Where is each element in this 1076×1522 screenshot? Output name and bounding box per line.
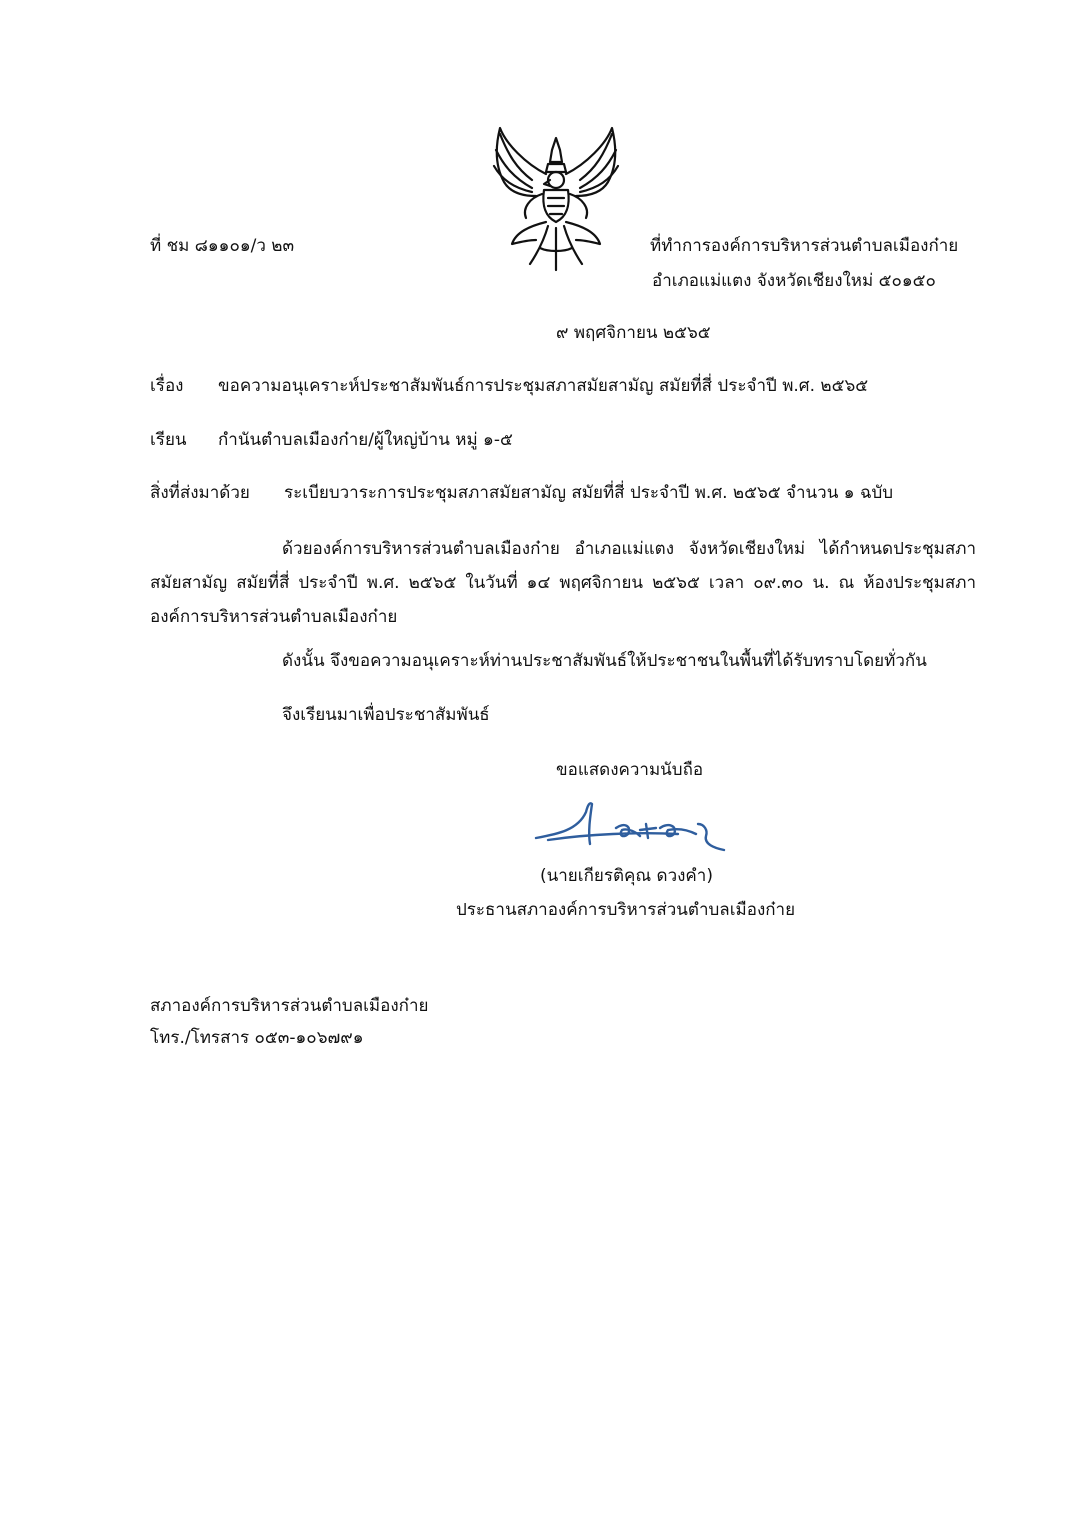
recipient-text: กำนันตำบลเมืองก๋าย/ผู้ใหญ่บ้าน หมู่ ๑-๕ xyxy=(218,430,513,450)
subject-label: เรื่อง xyxy=(150,376,184,396)
reference-number: ที่ ชม ๘๑๑๐๑/ว ๒๓ xyxy=(150,236,295,256)
signer-title: ประธานสภาองค์การบริหารส่วนตำบลเมืองก๋าย xyxy=(456,900,796,920)
office-address-line-1: ที่ทำการองค์การบริหารส่วนตำบลเมืองก๋าย xyxy=(650,236,959,256)
signature-image xyxy=(528,794,748,860)
enclosure-line xyxy=(150,481,893,505)
footer-phone: โทร./โทรสาร ๐๕๓-๑๐๖๗๙๑ xyxy=(150,1028,364,1048)
body-paragraph-2: ดังนั้น จึงขอความอนุเคราะห์ท่านประชาสัมพันธ์ให้ประชาชนในพื้นที่ได้รับทราบโดยทั่วกัน xyxy=(282,651,927,671)
footer-organization: สภาองค์การบริหารส่วนตำบลเมืองก๋าย xyxy=(150,996,429,1016)
body-paragraph-1-text: ด้วยองค์การบริหารส่วนตำบลเมืองก๋าย อำเภอแม่แตง จังหวัดเชียงใหม่ ได้กำหนดประชุมสภาสมัยสามัญ สมัยที่สี่ ประจำปี พ.ศ. ๒๕๖๕ ในวันที่ ๑๔ พฤศจิกายน ๒๕๖๕ เวลา ๐๙.๓๐ น. ณ ห้องประชุมสภาองค์การบริหารส่วนตำบลเมืองก๋าย xyxy=(150,539,976,627)
letter-date: ๙ พฤศจิกายน ๒๕๖๕ xyxy=(556,323,711,343)
garuda-emblem-icon xyxy=(486,124,626,274)
body-paragraph-1 xyxy=(150,532,976,634)
body-paragraph-3: จึงเรียนมาเพื่อประชาสัมพันธ์ xyxy=(282,705,490,725)
recipient-line xyxy=(150,428,513,452)
enclosure-text: ระเบียบวาระการประชุมสภาสมัยสามัญ สมัยที่สี่ ประจำปี พ.ศ. ๒๕๖๕ จำนวน ๑ ฉบับ xyxy=(284,483,894,503)
office-address-line-2: อำเภอแม่แตง จังหวัดเชียงใหม่ ๕๐๑๕๐ xyxy=(652,271,936,291)
signer-name: (นายเกียรติคุณ ดวงคำ) xyxy=(540,866,713,886)
recipient-label: เรียน xyxy=(150,430,187,450)
closing-salutation: ขอแสดงความนับถือ xyxy=(556,760,704,780)
subject-line xyxy=(150,374,868,398)
subject-text: ขอความอนุเคราะห์ประชาสัมพันธ์การประชุมสภาสมัยสามัญ สมัยที่สี่ ประจำปี พ.ศ. ๒๕๖๕ xyxy=(218,376,869,396)
enclosure-label: สิ่งที่ส่งมาด้วย xyxy=(150,483,250,503)
